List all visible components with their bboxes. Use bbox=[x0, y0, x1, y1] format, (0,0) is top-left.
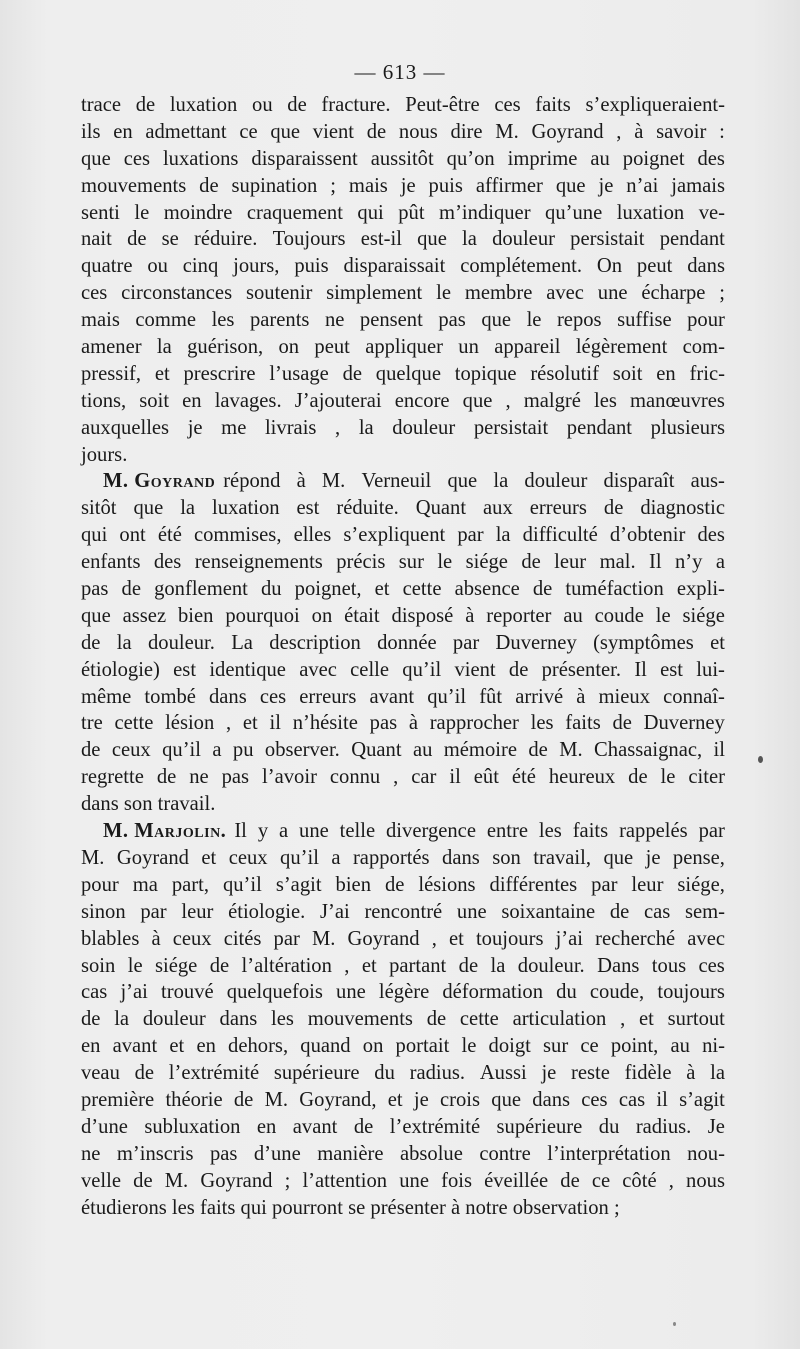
ink-speck bbox=[758, 756, 763, 763]
text-line: M. Goyrand répond à M. Verneuil que la douleur disparaît aus- bbox=[81, 468, 725, 495]
text-line: pas de gonflement du poignet, et cette absence de tuméfaction expli- bbox=[81, 578, 725, 601]
text-line: velle de M. Goyrand ; l’attention une fois éveillée de ce côté , nous bbox=[81, 1169, 725, 1192]
text-line: sinon par leur étiologie. J’ai rencontré une soixantaine de cas sem- bbox=[81, 900, 725, 923]
text-line: pour ma part, qu’il s’agit bien de lésions différentes par leur siége, bbox=[81, 873, 725, 896]
text-line: amener la guérison, on peut appliquer un appareil légèrement com- bbox=[81, 336, 725, 359]
text-line: mais comme les parents ne pensent pas que le repos suffise pour bbox=[81, 309, 725, 332]
text-line: veau de l’extrémité supérieure du radius. Aussi je reste fidèle à la bbox=[81, 1062, 725, 1085]
text-line: ne m’inscris pas d’une manière absolue contre l’interprétation nou- bbox=[81, 1142, 725, 1165]
text-line: qui ont été commises, elles s’expliquent par la difficulté d’obtenir des bbox=[81, 524, 725, 547]
text-line: dans son travail. bbox=[81, 793, 216, 816]
text-line: cas j’ai trouvé quelquefois une légère déformation du coude, toujours bbox=[81, 981, 725, 1004]
speaker-name: M. Marjolin. bbox=[103, 820, 227, 843]
ink-speck bbox=[673, 1322, 676, 1326]
text-line: tions, soit en lavages. J’ajouterai encore que , malgré les manœuvres bbox=[81, 389, 725, 412]
text-line: enfants des renseignements précis sur le siége de leur mal. Il n’y a bbox=[81, 551, 725, 574]
speaker-name: M. Goyrand bbox=[103, 470, 216, 493]
text-line: de ceux qu’il a pu observer. Quant au mémoire de M. Chassaignac, il bbox=[81, 739, 725, 762]
text-line: que ces luxations disparaissent aussitôt qu’on imprime au poignet des bbox=[81, 147, 725, 170]
text-line: mouvements de supination ; mais je puis affirmer que je n’ai jamais bbox=[81, 174, 725, 197]
text-line: jours. bbox=[81, 443, 128, 466]
text-line: auxquelles je me livrais , la douleur persistait pendant plusieurs bbox=[81, 416, 725, 439]
text-line: trace de luxation ou de fracture. Peut-être ces faits s’expliqueraient- bbox=[81, 94, 725, 116]
text-line: nait de se réduire. Toujours est-il que la douleur persistait pendant bbox=[81, 228, 725, 251]
text-line: étudierons les faits qui pourront se présenter à notre observation ; bbox=[81, 1196, 620, 1219]
text-line: d’une subluxation en avant de l’extrémité supérieure du radius. Je bbox=[81, 1115, 725, 1138]
page-number: — 613 — bbox=[354, 60, 446, 84]
text-line: ils en admettant ce que vient de nous dire M. Goyrand , à savoir : bbox=[81, 120, 725, 143]
text-line: regrette de ne pas l’avoir connu , car il eût été heureux de le citer bbox=[81, 766, 725, 789]
text-line: blables à ceux cités par M. Goyrand , et toujours j’ai recherché avec bbox=[81, 927, 725, 950]
text-line: senti le moindre craquement qui pût m’indiquer qu’une luxation ve- bbox=[81, 201, 725, 224]
text-line: que assez bien pourquoi on était disposé à reporter au coude le siége bbox=[81, 604, 725, 627]
text-line: quatre ou cinq jours, puis disparaissait complétement. On peut dans bbox=[81, 255, 725, 278]
body-text bbox=[81, 92, 725, 1221]
text-line: sitôt que la luxation est réduite. Quant aux erreurs de diagnostic bbox=[81, 497, 725, 520]
text-line: de la douleur. La description donnée par Duverney (symptômes et bbox=[81, 631, 725, 654]
text-line: de la douleur dans les mouvements de cette articulation , et surtout bbox=[81, 1008, 725, 1031]
text-line: première théorie de M. Goyrand, et je crois que dans ces cas il s’agit bbox=[81, 1088, 725, 1111]
text-line: soin le siége de l’altération , et partant de la douleur. Dans tous ces bbox=[81, 954, 725, 977]
text-line: pressif, et prescrire l’usage de quelque topique résolutif soit en fric- bbox=[81, 362, 725, 385]
text-line: en avant et en dehors, quand on portait le doigt sur ce point, au ni- bbox=[81, 1035, 725, 1058]
text-line: ces circonstances soutenir simplement le membre avec une écharpe ; bbox=[81, 282, 725, 305]
text-line: tre cette lésion , et il n’hésite pas à rapprocher les faits de Duverney bbox=[81, 712, 725, 735]
text-line: étiologie) est identique avec celle qu’il vient de présenter. Il est lui- bbox=[81, 658, 725, 681]
text-line: même tombé dans ces erreurs avant qu’il fût arrivé à mieux connaî- bbox=[81, 685, 725, 708]
text-line: M. Goyrand et ceux qu’il a rapportés dans son travail, que je pense, bbox=[81, 846, 725, 869]
text-line: M. Marjolin. Il y a une telle divergence entre les faits rappelés par bbox=[81, 818, 725, 845]
